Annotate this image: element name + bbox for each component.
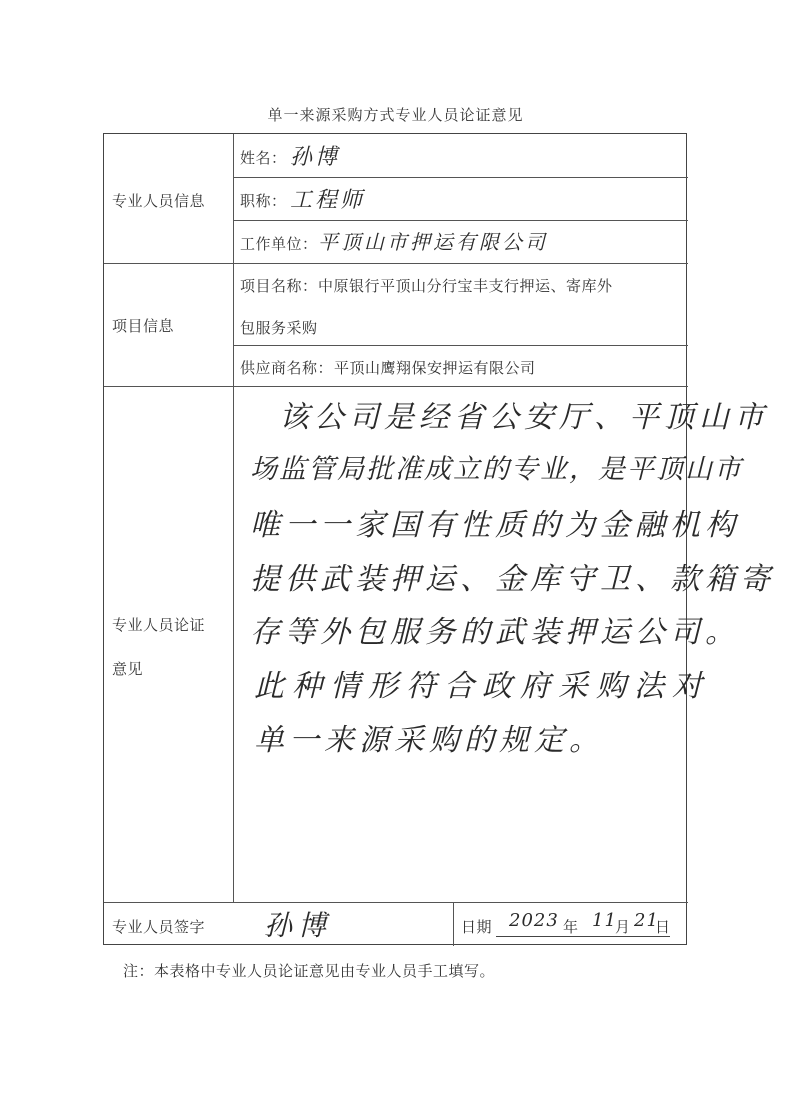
supplier-value: 平顶山鹰翔保安押运有限公司 — [334, 359, 536, 377]
date-underline — [496, 936, 670, 937]
handwritten-opinion-line: 单一来源采购的规定。 — [254, 723, 604, 758]
title-label: 职称： — [240, 192, 287, 210]
year-char: 年 — [563, 918, 579, 936]
section-divider — [104, 386, 688, 387]
section-divider — [104, 263, 688, 264]
signature-label: 专业人员签字 — [112, 918, 206, 936]
project-name-value-cont: 包服务采购 — [240, 319, 318, 337]
opinion-section-label: 专业人员论证 — [112, 616, 206, 634]
supplier-label: 供应商名称： — [240, 359, 334, 377]
column-divider — [233, 134, 234, 902]
handwritten-opinion-line: 此种情形符合政府采购法对 — [254, 669, 710, 704]
title-value: 工程师 — [290, 188, 366, 213]
employer-label: 工作单位： — [240, 235, 318, 253]
date-month: 11 — [592, 910, 617, 931]
handwritten-opinion-line: 该公司是经省公安厅、平顶山市 — [279, 400, 769, 435]
date-year: 2023 — [509, 910, 559, 931]
row-divider — [233, 220, 688, 221]
handwritten-opinion-line: 提供武装押运、金库守卫、款箱寄 — [250, 562, 775, 597]
opinion-section-label-cont: 意见 — [112, 660, 144, 678]
handwritten-opinion-line: 唯一一家国有性质的为金融机构 — [250, 508, 740, 543]
opinion-form — [103, 133, 775, 945]
date-divider — [453, 902, 454, 946]
handwritten-opinion-line: 存等外包服务的武装押运公司。 — [250, 615, 740, 650]
handwritten-opinion-line: 场监管局批准成立的专业，是平顶山市 — [250, 454, 743, 485]
date-label: 日期 — [461, 918, 493, 936]
signature: 孙博 — [264, 909, 333, 942]
name-value: 孙博 — [290, 145, 341, 170]
personnel-section-label: 专业人员信息 — [112, 192, 206, 210]
row-divider — [233, 177, 688, 178]
section-divider — [104, 902, 688, 903]
date-day: 21 — [634, 910, 659, 931]
project-name-value: 中原银行平顶山分行宝丰支行押运、寄库外 — [318, 277, 613, 295]
page-title: 单一来源采购方式专业人员论证意见 — [267, 106, 524, 124]
project-name-label: 项目名称： — [240, 277, 318, 295]
name-label: 姓名： — [240, 149, 287, 167]
employer-value: 平顶山市押运有限公司 — [318, 230, 548, 254]
project-section-label: 项目信息 — [112, 317, 175, 335]
row-divider — [233, 345, 688, 346]
month-char: 月 — [615, 918, 631, 936]
day-char: 日 — [655, 918, 671, 936]
footnote: 注：本表格中专业人员论证意见由专业人员手工填写。 — [123, 962, 496, 980]
